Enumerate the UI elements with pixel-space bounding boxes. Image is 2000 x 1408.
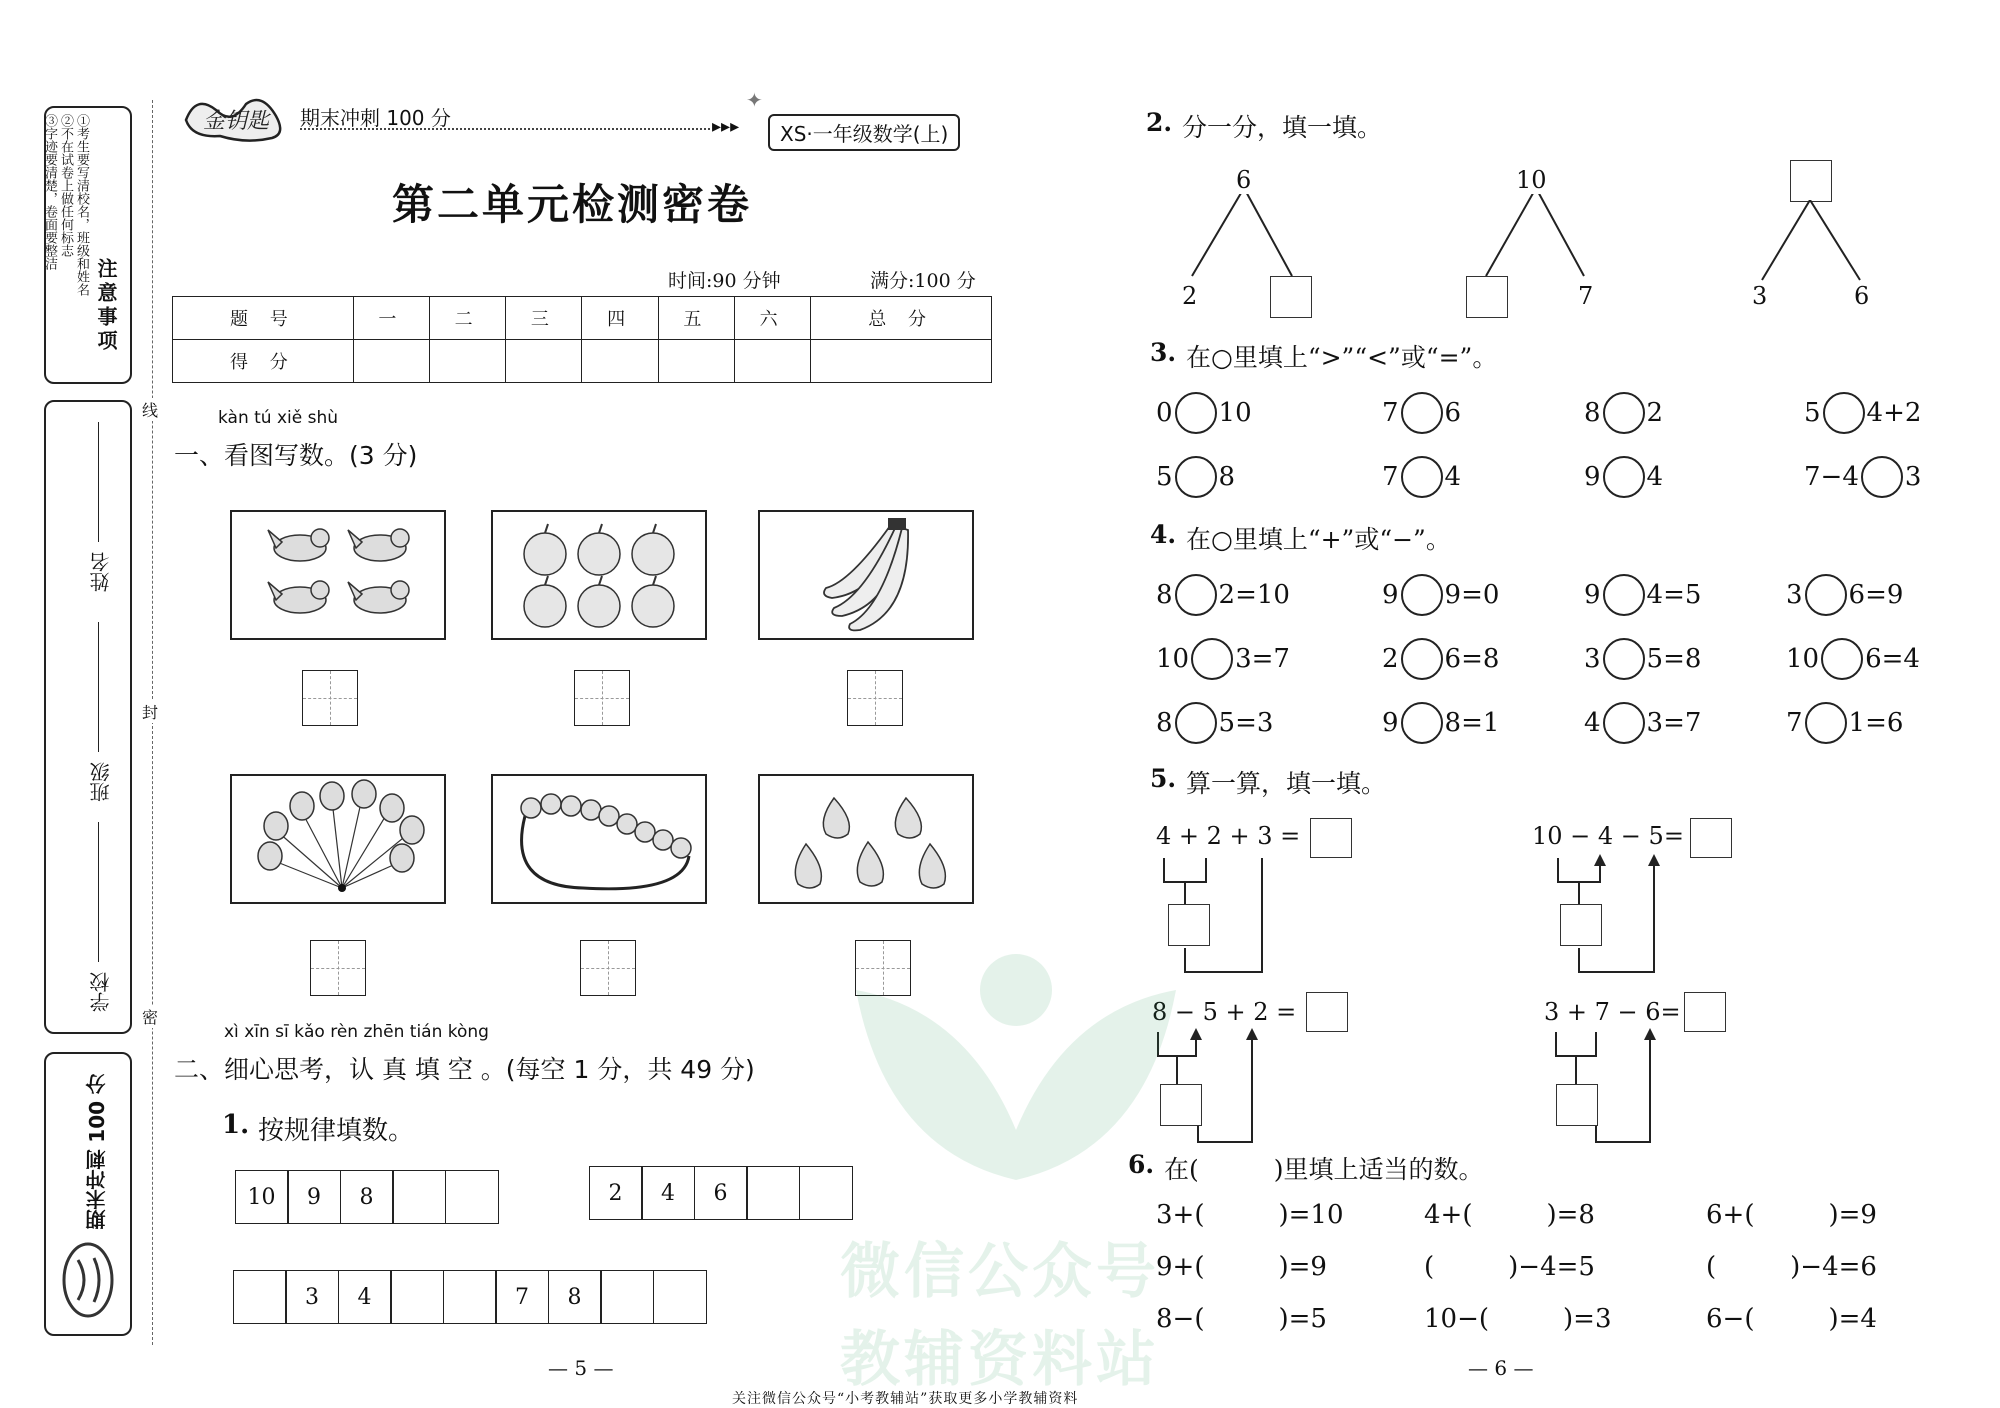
q4-right: 9=0 [1444,580,1500,610]
seq-cell[interactable] [746,1166,800,1220]
q4-left: 2 [1382,644,1399,674]
score-row-label: 得 分 [173,340,354,383]
q4-text: 在○里填上“+”或“−”。 [1186,525,1451,554]
q5-expr-4: 3 + 7 − 6= [1544,998,1681,1026]
tree2-right: 7 [1578,282,1594,310]
q4-item [1584,702,1701,744]
q6-item [1706,1304,1877,1334]
q3-left: 9 [1584,462,1601,492]
score-header-cell: 五 [658,297,734,340]
seq-cell[interactable] [445,1170,499,1224]
q3-left: 0 [1156,398,1173,428]
seq-cell[interactable] [799,1166,853,1220]
notice-item-3: ③字迹要清楚，卷面要整洁 [42,114,57,270]
footer-note: 关注微信公众号“小考教辅站”获取更多小学教辅资料 [732,1391,1079,1407]
grade-badge: XS·一年级数学(上) [768,114,960,151]
answer-box-apples[interactable] [574,670,630,726]
picture-pears [758,774,974,904]
q4-label: 4. [1150,520,1177,549]
q3-right: 4 [1444,462,1462,492]
operator-circle[interactable] [1401,574,1443,616]
q3-left: 7 [1382,462,1399,492]
picture-birds [230,510,446,640]
operator-circle[interactable] [1603,702,1645,744]
section1-heading: 一、看图写数。(3 分) [174,441,418,470]
q3-left: 8 [1584,398,1601,428]
q4-left: 10 [1786,644,1820,674]
q4-right: 6=9 [1848,580,1904,610]
q5-mid-box-4[interactable] [1556,1084,1598,1126]
class-label: 班级 [89,762,113,802]
q4-right: 4=5 [1646,580,1702,610]
score-header-cell: 三 [506,297,582,340]
q3-right: 10 [1218,398,1252,428]
q6-suffix: )=5 [1278,1304,1327,1334]
seq-cell: 8 [548,1270,602,1324]
answer-box-beads[interactable] [580,940,636,996]
bottom-series-text: 期末冲刺 100 分 [85,1074,109,1230]
q4-left: 8 [1156,708,1173,738]
q3-item [1804,456,1921,498]
q4-left: 8 [1156,580,1173,610]
score-cell[interactable] [506,340,582,383]
q5-text: 算一算，填一填。 [1186,769,1387,798]
q3-item [1156,392,1252,434]
seal-char-seal: 封 [142,700,158,723]
q6-prefix: ( [1424,1252,1435,1282]
q4-item [1382,702,1499,744]
q6-item [1156,1304,1327,1334]
section1-pinyin: kàn tú xiě shù [218,408,339,428]
q4-left: 4 [1584,708,1601,738]
school-label: 学校 [89,972,113,1012]
answer-box-bananas[interactable] [847,670,903,726]
compare-circle[interactable] [1603,456,1645,498]
split-tree-1 [1170,180,1310,280]
q6-prefix: 8−( [1156,1304,1205,1334]
q5-mid-box-2[interactable] [1560,904,1602,946]
tree2-top: 10 [1516,166,1547,194]
seq-cell: 7 [495,1270,549,1324]
q3-left: 5 [1804,398,1821,428]
answer-box-balloons[interactable] [310,940,366,996]
page-number-left: — 5 — [548,1356,614,1380]
q6-prefix: 3+( [1156,1200,1205,1230]
q3-left: 7−4 [1804,462,1859,492]
operator-circle[interactable] [1191,638,1233,680]
q6-suffix: )=9 [1278,1252,1327,1282]
seq-cell[interactable] [392,1170,446,1224]
page-title: 第二单元检测密卷 [392,180,753,229]
tree1-left: 2 [1182,282,1198,310]
score-header-cell: 二 [429,297,505,340]
notice-item-2: ②不在试卷上做任何标志 [58,114,73,257]
q6-item [1424,1252,1595,1282]
q4-left: 9 [1584,580,1601,610]
q6-prefix: 6−( [1706,1304,1755,1334]
compare-circle[interactable] [1401,392,1443,434]
q3-item [1804,392,1921,434]
q4-right: 5=8 [1646,644,1702,674]
q4-item [1584,574,1701,616]
q4-right: 5=3 [1218,708,1274,738]
q6-prefix: 6+( [1706,1200,1755,1230]
q3-right: 4 [1646,462,1664,492]
compare-circle[interactable] [1401,456,1443,498]
seq-cell: 4 [338,1270,392,1324]
operator-circle[interactable] [1821,638,1863,680]
q6-suffix: )=8 [1546,1200,1595,1230]
q4-right: 8=1 [1444,708,1500,738]
q5-expr-3: 8 − 5 + 2 = [1152,998,1297,1026]
split-tree-3 [1740,200,1880,286]
score-cell[interactable] [582,340,658,383]
watermark-text-1: 微信公众号 [840,1237,1160,1307]
score-header-cell: 四 [582,297,658,340]
score-header-cell: 六 [734,297,810,340]
seq-cell: 4 [641,1166,695,1220]
q4-item [1584,638,1701,680]
seq-cell[interactable] [390,1270,444,1324]
sequence-row-1 [236,1170,499,1224]
q5-label: 5. [1150,764,1177,793]
name-label: 姓名 [89,552,113,592]
seq-cell: 6 [694,1166,748,1220]
seal-char-line: 线 [142,398,158,421]
q4-left: 9 [1382,708,1399,738]
class-line[interactable] [98,622,99,752]
series-title: 期末冲刺 100 分 [300,106,451,130]
q4-item [1786,574,1903,616]
compare-circle[interactable] [1175,392,1217,434]
q3-right: 6 [1444,398,1462,428]
name-line[interactable] [98,422,99,542]
tree3-top-box[interactable] [1790,160,1832,202]
q4-left: 10 [1156,644,1190,674]
watermark-leaf-icon [846,930,1186,1194]
operator-circle[interactable] [1805,574,1847,616]
q3-item [1382,456,1461,498]
score-info: 满分:100 分 [870,270,976,292]
seq-cell[interactable] [443,1270,497,1324]
q3-item [1584,392,1663,434]
q3-right: 8 [1218,462,1236,492]
q6-prefix: 9+( [1156,1252,1205,1282]
q5-result-box-3[interactable] [1306,992,1348,1032]
seq-cell: 9 [287,1170,341,1224]
watermark-text-2: 教辅资料站 [840,1325,1160,1395]
q4-item [1382,638,1499,680]
q4-left: 7 [1786,708,1803,738]
brand-logo-text: 金钥匙 [202,109,270,134]
compare-circle[interactable] [1603,392,1645,434]
seq-cell: 2 [589,1166,643,1220]
score-cell[interactable] [658,340,734,383]
q6-item [1424,1304,1612,1334]
q6-suffix: )−4=5 [1508,1252,1595,1282]
compare-circle[interactable] [1861,456,1903,498]
q5-expr-1: 4 + 2 + 3 = [1156,822,1301,850]
q4-item [1156,638,1290,680]
q1-label: 1. [222,1110,250,1140]
seq-cell[interactable] [600,1270,654,1324]
header-arrows: ▸▸▸ [712,116,740,137]
q3-item [1156,456,1235,498]
seq-cell: 8 [340,1170,394,1224]
score-header-cell: 总 分 [811,297,992,340]
header-dotted-line [300,128,710,130]
q2-label: 2. [1146,108,1173,137]
school-line[interactable] [98,822,99,962]
score-header-cell: 题 号 [173,297,354,340]
q6-suffix: )=9 [1828,1200,1877,1230]
operator-circle[interactable] [1175,574,1217,616]
q3-text: 在○里填上“>”“<”或“=”。 [1186,343,1498,372]
score-cell[interactable] [734,340,810,383]
q6-prefix: 10−( [1424,1304,1490,1334]
q3-item [1382,392,1461,434]
student-info-box [44,400,132,1034]
q6-label: 6. [1128,1150,1155,1179]
operator-circle[interactable] [1175,702,1217,744]
q6-suffix: )=4 [1828,1304,1877,1334]
picture-bananas [758,510,974,640]
score-header-cell: 一 [353,297,429,340]
compare-circle[interactable] [1175,456,1217,498]
seq-cell: 10 [235,1170,289,1224]
picture-apples [491,510,707,640]
tree3-right: 6 [1854,282,1870,310]
q6-suffix: )=3 [1563,1304,1612,1334]
operator-circle[interactable] [1603,574,1645,616]
page-number-right: — 6 — [1468,1356,1534,1380]
score-cell[interactable] [811,340,992,383]
score-cell[interactable] [353,340,429,383]
picture-beads [491,774,707,904]
q6-item [1156,1252,1327,1282]
q5-expr-2: 10 − 4 − 5= [1532,822,1684,850]
q4-right: 3=7 [1235,644,1290,674]
split-tree-2 [1466,180,1606,280]
q4-right: 1=6 [1848,708,1904,738]
sequence-row-3 [234,1270,707,1324]
notice-item-1: ①考生要写清校名，班级和姓名 [74,114,89,296]
q6-text: 在( )里填上适当的数。 [1164,1155,1484,1184]
operator-circle[interactable] [1401,638,1443,680]
q6-prefix: ( [1706,1252,1717,1282]
bottom-series-box [44,1052,132,1336]
q4-item [1156,574,1290,616]
tree1-right-box[interactable] [1270,276,1312,318]
bottom-brand-logo [60,1240,116,1320]
section2-pinyin: xì xīn sī kǎo rèn zhēn tián kòng [224,1022,489,1042]
q4-item [1156,702,1273,744]
q6-item [1424,1200,1595,1230]
q4-left: 3 [1584,644,1601,674]
q6-item [1156,1200,1344,1230]
operator-circle[interactable] [1401,702,1443,744]
q3-right: 2 [1646,398,1664,428]
q5-result-box-1[interactable] [1310,818,1352,858]
brand-logo [176,90,296,146]
q3-item [1584,456,1663,498]
q3-label: 3. [1150,338,1177,367]
q4-left: 9 [1382,580,1399,610]
q4-right: 6=4 [1865,644,1920,674]
picture-balloons [230,774,446,904]
score-cell[interactable] [429,340,505,383]
q3-left: 7 [1382,398,1399,428]
answer-box-birds[interactable] [302,670,358,726]
q4-right: 2=10 [1218,580,1290,610]
tree3-left: 3 [1752,282,1768,310]
q3-right: 4+2 [1866,398,1922,428]
q6-prefix: 4+( [1424,1200,1473,1230]
operator-circle[interactable] [1603,638,1645,680]
q6-item [1706,1200,1877,1230]
q4-right: 6=8 [1444,644,1500,674]
q6-item [1706,1252,1877,1282]
notice-box [44,106,132,384]
seq-cell: 3 [285,1270,339,1324]
score-table [172,296,992,383]
q4-right: 3=7 [1646,708,1702,738]
sequence-row-2 [590,1166,853,1220]
tree2-left-box[interactable] [1466,276,1508,318]
q3-left: 5 [1156,462,1173,492]
q4-item [1382,574,1499,616]
time-info: 时间:90 分钟 [668,270,781,292]
notice-title: 注意事项 [94,258,118,354]
q2-text: 分一分，填一填。 [1182,113,1383,142]
sparkle-icon: ✦ [746,88,763,112]
seq-cell[interactable] [233,1270,287,1324]
q5-result-box-2[interactable] [1690,818,1732,858]
tree1-top: 6 [1236,166,1252,194]
q6-suffix: )−4=6 [1790,1252,1877,1282]
seal-char-secret: 密 [142,1005,158,1028]
seq-cell[interactable] [653,1270,707,1324]
section2-heading: 二、细心思考，认 真 填 空 。(每空 1 分，共 49 分) [174,1055,755,1084]
operator-circle[interactable] [1805,702,1847,744]
q3-right: 3 [1904,462,1922,492]
q5-result-box-4[interactable] [1684,992,1726,1032]
q4-item [1786,638,1920,680]
q1-text: 按规律填数。 [258,1116,415,1146]
q4-left: 3 [1786,580,1803,610]
q4-item [1786,702,1903,744]
q6-suffix: )=10 [1278,1200,1344,1230]
compare-circle[interactable] [1823,392,1865,434]
